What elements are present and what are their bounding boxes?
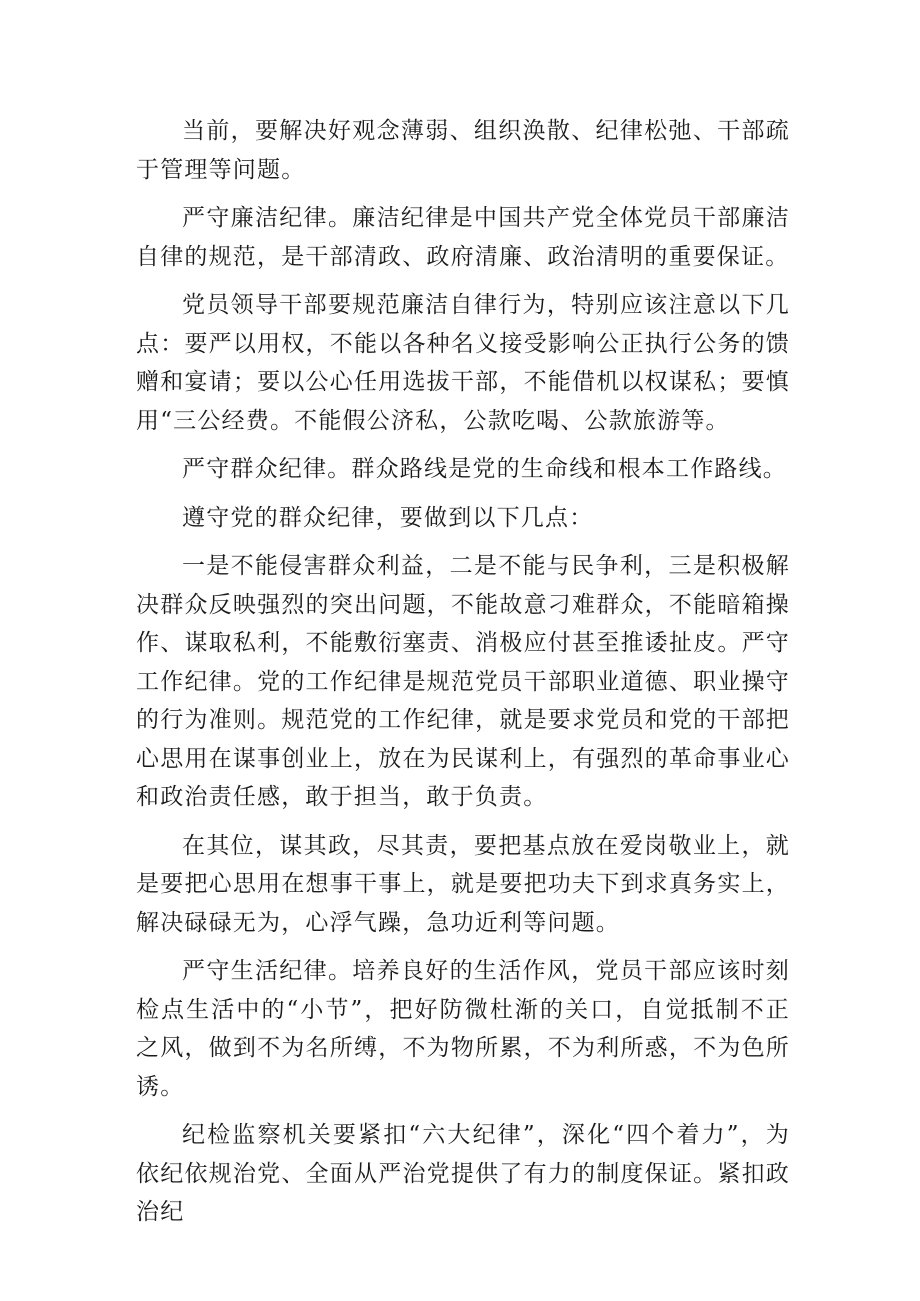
paragraph-3: 党员领导干部要规范廉洁自律行为，特别应该注意以下几点：要严以用权，不能以各种名义接受影响公正执行公务的馈赠和宴请；要以公心任用选拔干部，不能借机以权谋私；要慎用“三公经费。不能假公济私，公款吃喝、公款旅游等。 [136, 292, 790, 434]
paragraph-1: 当前，要解决好观念薄弱、组织涣散、纪律松弛、干部疏于管理等问题。 [136, 118, 790, 183]
paragraph-7: 在其位，谋其政，尽其责，要把基点放在爱岗敬业上，就是要把心思用在想事干事上，就是要把功夫下到求真务实上，解决碌碌无为，心浮气躁，急功近利等问题。 [136, 832, 790, 936]
paragraph-5: 遵守党的群众纪律，要做到以下几点： [182, 504, 594, 531]
paragraph-9: 纪检监察机关要紧扣“六大纪律”，深化“四个着力”，为依纪依规治党、全面从严治党提供了有力的制度保证。紧扣政治纪 [136, 1122, 790, 1225]
paragraph-4: 严守群众纪律。群众路线是党的生命线和根本工作路线。 [182, 456, 787, 482]
paragraph-8: 严守生活纪律。培养良好的生活作风，党员干部应该时刻检点生活中的“小节”，把好防微杜渐的关口，自觉抵制不正之风，做到不为名所缚，不为物所累，不为利所惑，不为色所诱。 [136, 958, 790, 1100]
paragraph-6: 一是不能侵害群众利益，二是不能与民争利，三是积极解决群众反映强烈的突出问题，不能故意刁难群众，不能暗箱操作、谋取私利，不能敷衍塞责、消极应付甚至推诿扯皮。严守工作纪律。党的工作纪律是规范党员干部职业道德、职业操守的行为准则。规范党的工作纪律，就是要求党员和党的干部把心思用在谋事创业上，放在为民谋利上，有强烈的革命事业心和政治责任感，敢于担当，敢于负责。 [136, 553, 790, 810]
paragraph-2: 严守廉洁纪律。廉洁纪律是中国共产党全体党员干部廉洁自律的规范，是干部清政、政府清廉、政治清明的重要保证。 [136, 205, 790, 270]
document-page [136, 112, 790, 1242]
